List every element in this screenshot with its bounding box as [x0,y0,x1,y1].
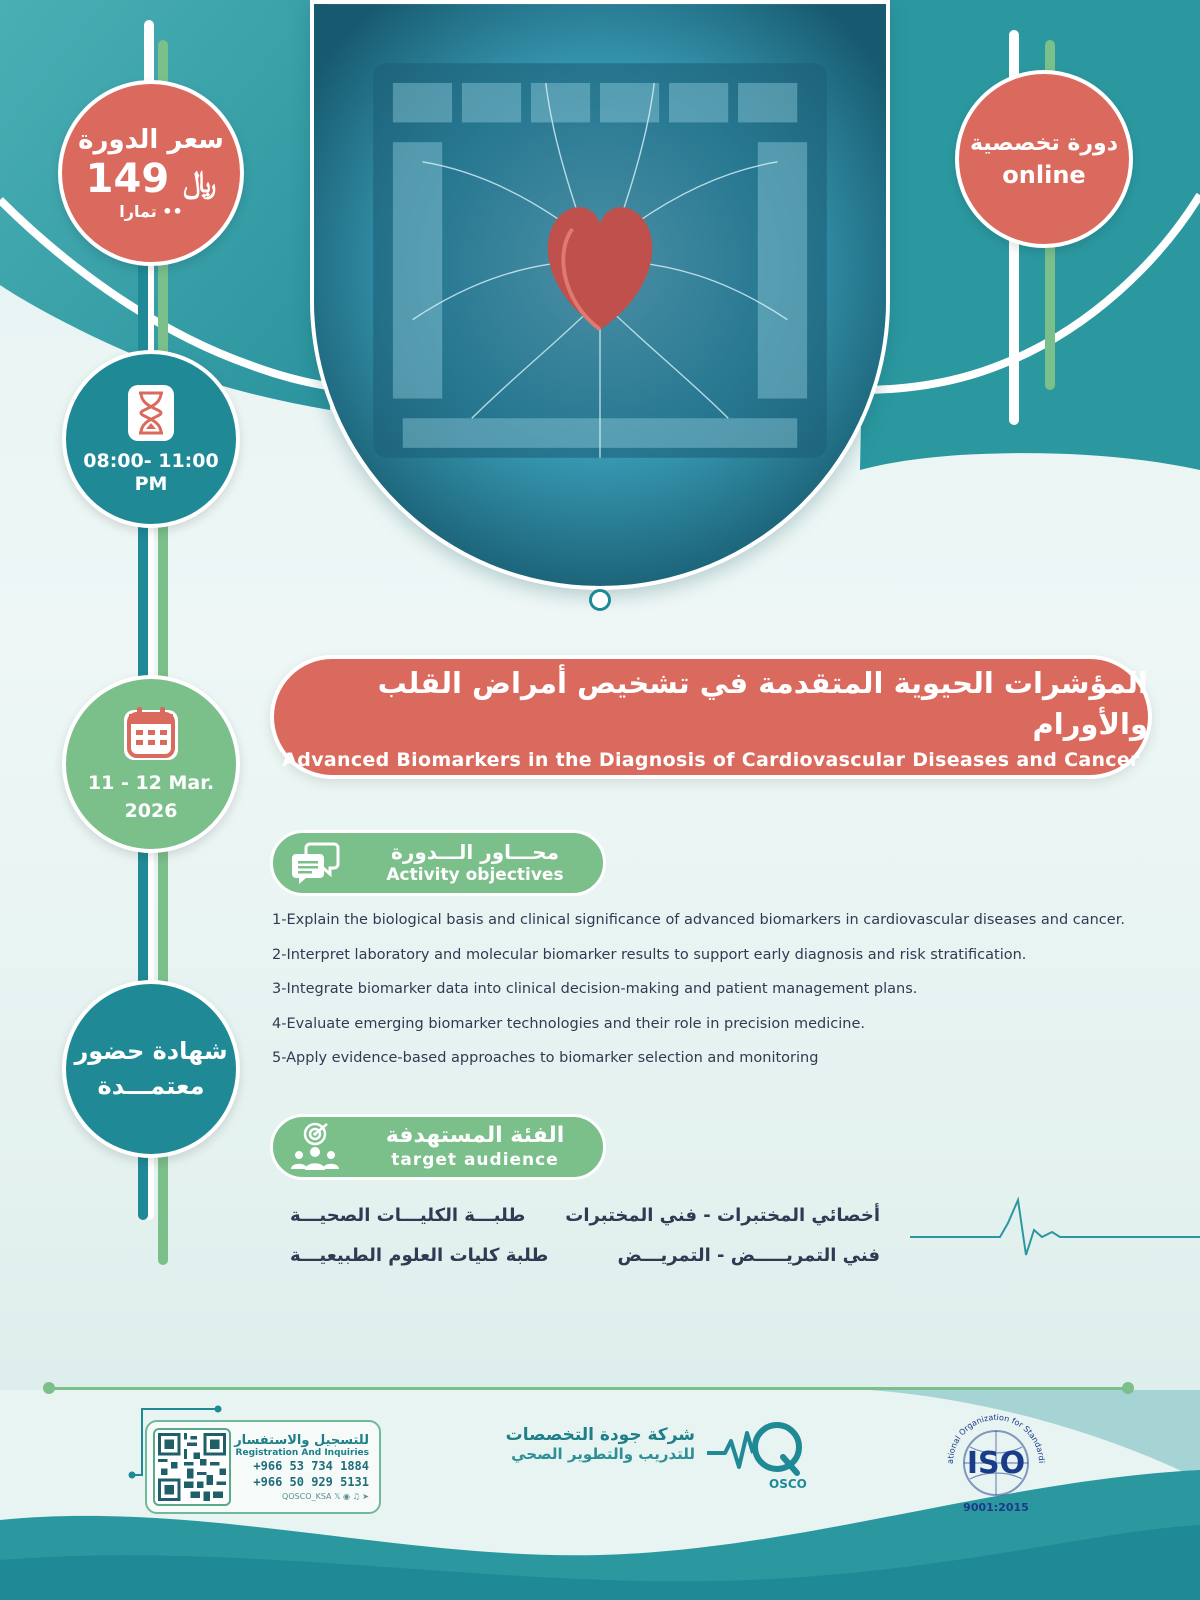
course-title [270,655,1152,779]
certificate-line1: شهادة حضور [74,1037,228,1066]
iso-text: ISO [966,1446,1026,1481]
objective-item: 5-Apply evidence-based approaches to biomarker selection and monitoring [272,1050,819,1066]
target-group-icon [283,1122,347,1172]
riyal-symbol: ﷼ [183,165,217,201]
course-title-english: Advanced Biomarkers in the Diagnosis of Cardiovascular Diseases and Cancer [282,748,1140,771]
phone-number[interactable]: +966 50 929 5131 [253,1475,369,1489]
hero-marker [589,589,611,611]
social-handle[interactable] [231,1492,369,1501]
social-icons: 𝕏 ◉ ♫ ➤ [334,1492,369,1502]
footer-divider [48,1387,1130,1390]
iso-badge [935,1405,1057,1515]
audience-row [290,1235,880,1275]
audience-item: طلبة كليات العلوم الطبيعيـــة [290,1244,549,1266]
registration-connector [128,1405,228,1485]
time-period: PM [134,473,168,495]
qosco-logo-icon [705,1415,810,1490]
hourglass-icon [120,382,182,444]
footer-divider-dot [1122,1382,1134,1394]
iso-ring-text: ational Organization for Standardi [945,1412,1047,1465]
price-label: سعر الدورة [78,124,224,155]
social-handle-text: QOSCO_KSA [282,1492,332,1502]
heart-illustration-icon [314,4,886,586]
phone-number[interactable]: +966 53 734 1884 [253,1458,369,1473]
objective-item: 3-Integrate biomarker data into clinical decision-making and patient management plans. [272,981,918,997]
date-badge [62,675,240,853]
certificate-badge [62,980,240,1158]
date-year: 2026 [124,800,178,822]
audience-item: طلبـــة الكليـــات الصحيـــة [290,1204,526,1226]
time-range: 08:00- 11:00 [83,450,219,473]
chat-bubbles-icon [283,840,347,886]
registration-title: للتسجيل والاستفسار [234,1432,369,1448]
objective-item: 4-Evaluate emerging biomarker technologies and their role in precision medicine. [272,1015,866,1032]
certificate-line2: معتمـــدة [97,1072,205,1100]
objectives-list [272,909,1172,1082]
tamara-label: تمارا •• [119,202,183,222]
objectives-header [270,830,606,896]
time-badge [62,350,240,528]
company-name: شركة جودة التخصصات [505,1425,695,1445]
company-info [495,1425,695,1463]
audience-title-english: target audience [391,1150,559,1171]
date-days: 11 - 12 Mar. [87,771,215,794]
iso-standard: 9001:2015 [963,1501,1029,1514]
hero-image [310,0,890,590]
audience-item: أخصائي المختبرات - فني المختبرات [565,1204,880,1226]
registration-subtitle: Registration And Inquiries [235,1447,369,1458]
footer-divider-dot [43,1382,55,1394]
audience-list [290,1195,880,1275]
course-title-arabic: المؤشرات الحيوية المتقدمة في تشخيص أمراض القلب والأورام [377,666,1148,741]
objectives-title-english: Activity objectives [386,864,564,885]
audience-header [270,1114,606,1180]
audience-row [290,1195,880,1235]
price-value: 149 [85,156,170,203]
price-amount [86,156,217,202]
course-type-label: دورة تخصصية [969,130,1119,156]
objective-item: 1-Explain the biological basis and clinical significance of advanced biomarkers in cardiovascular diseases and cancer. [272,912,1125,928]
logo-text: OSCO [769,1477,807,1490]
calendar-icon [120,703,182,765]
course-type-badge [955,70,1133,248]
objectives-title-arabic: محـــاور الـــدورة [391,839,559,864]
price-badge [58,80,244,266]
objective-item: 2-Interpret laboratory and molecular biomarker results to support early diagnosis and risk stratification. [272,946,1027,963]
audience-item: فني التمريـــــض - التمريـــض [617,1244,880,1266]
course-mode: online [1002,160,1086,189]
company-tagline: للتدريب والتطوير الصحي [511,1445,695,1463]
audience-title-arabic: الفئة المستهدفة [385,1122,565,1148]
